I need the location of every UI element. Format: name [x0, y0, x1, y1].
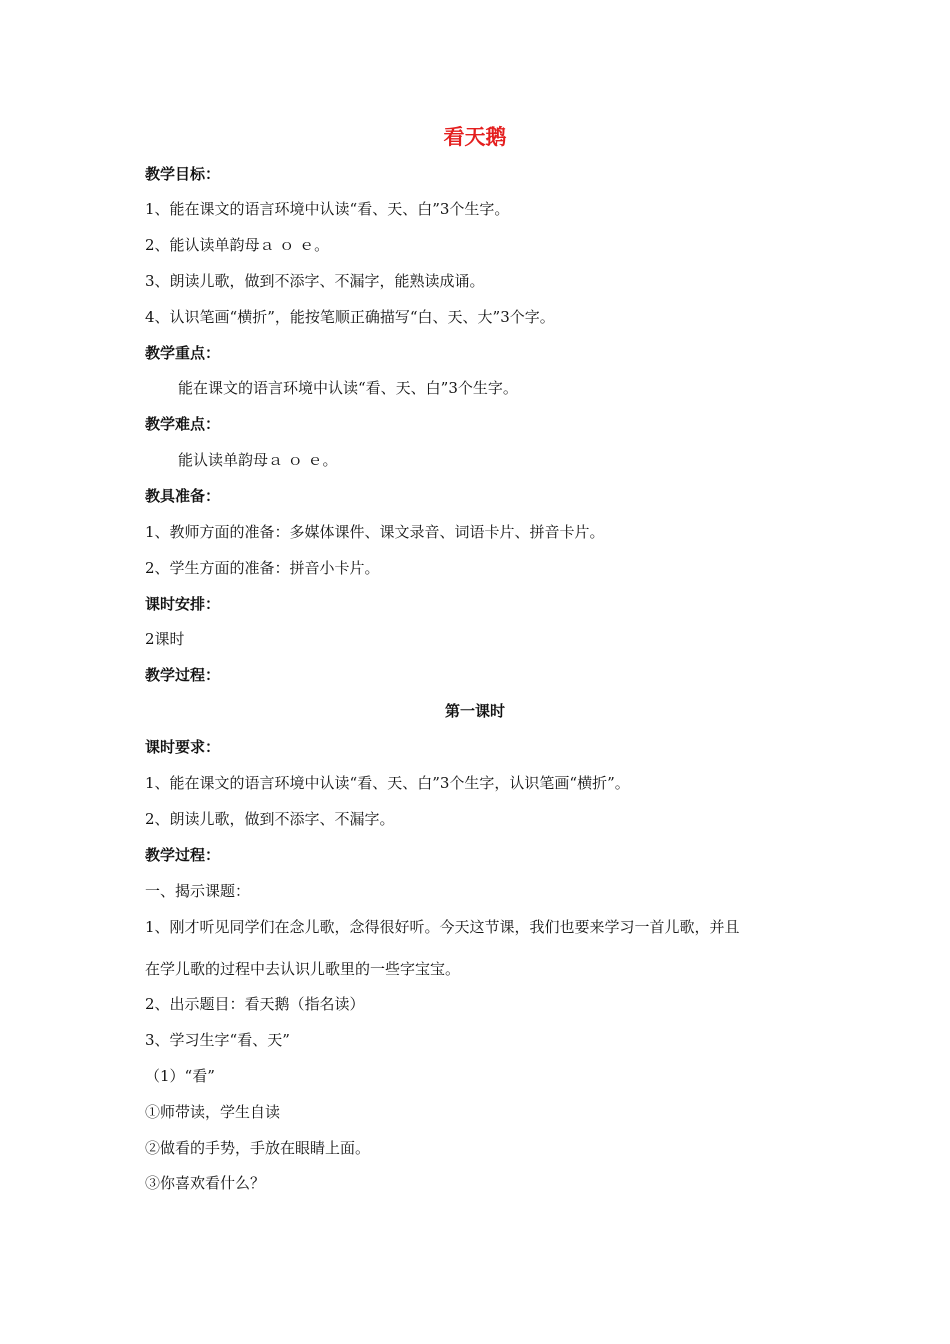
document-title: 看天鹅	[443, 125, 507, 149]
step-line: 3、学习生字“看、天”	[145, 1031, 290, 1049]
objectives-heading: 教学目标：	[145, 165, 221, 183]
tools-item: 2、学生方面的准备：拼音小卡片。	[145, 559, 380, 577]
difficulty-text: 能认读单韵母ａ ｏ ｅ。	[178, 451, 338, 469]
key-points-text: 能在课文的语言环境中认读“看、天、白”3个生字。	[178, 379, 518, 397]
step-line: 一、揭示课题：	[145, 882, 251, 900]
step-line: （1）“看”	[145, 1067, 215, 1085]
step-line: 1、刚才听见同学们在念儿歌，念得很好听。今天这节课，我们也要来学习一首儿歌，并且	[145, 918, 740, 936]
objective-item: 3、朗读儿歌，做到不添字、不漏字，能熟读成诵。	[145, 272, 485, 290]
step-line: ②做看的手势，手放在眼睛上面。	[145, 1139, 371, 1157]
process-heading: 教学过程：	[145, 666, 221, 684]
tools-item: 1、教师方面的准备：多媒体课件、课文录音、词语卡片、拼音卡片。	[145, 523, 605, 541]
step-line: 在学儿歌的过程中去认识儿歌里的一些字宝宝。	[145, 960, 461, 978]
lesson-one-heading: 第一课时	[444, 702, 505, 720]
requirement-item: 1、能在课文的语言环境中认读“看、天、白”3个生字，认识笔画“横折”。	[145, 774, 630, 792]
difficulty-heading: 教学难点：	[145, 415, 221, 433]
schedule-heading: 课时安排：	[145, 595, 221, 613]
requirement-item: 2、朗读儿歌，做到不添字、不漏字。	[145, 810, 395, 828]
requirements-heading: 课时要求：	[145, 738, 221, 756]
step-line: ①师带读，学生自读	[145, 1103, 281, 1121]
process-heading-2: 教学过程：	[145, 846, 221, 864]
objective-item: 2、能认读单韵母ａ ｏ ｅ。	[145, 236, 330, 254]
key-points-heading: 教学重点：	[145, 344, 221, 362]
schedule-text: 2课时	[145, 630, 185, 648]
objective-item: 4、认识笔画“横折”，能按笔顺正确描写“白、天、大”3个字。	[145, 308, 555, 326]
tools-heading: 教具准备：	[145, 487, 221, 505]
step-line: ③你喜欢看什么？	[145, 1174, 266, 1192]
step-line: 2、出示题目：看天鹅（指名读）	[145, 995, 365, 1013]
objective-item: 1、能在课文的语言环境中认读“看、天、白”3个生字。	[145, 200, 510, 218]
